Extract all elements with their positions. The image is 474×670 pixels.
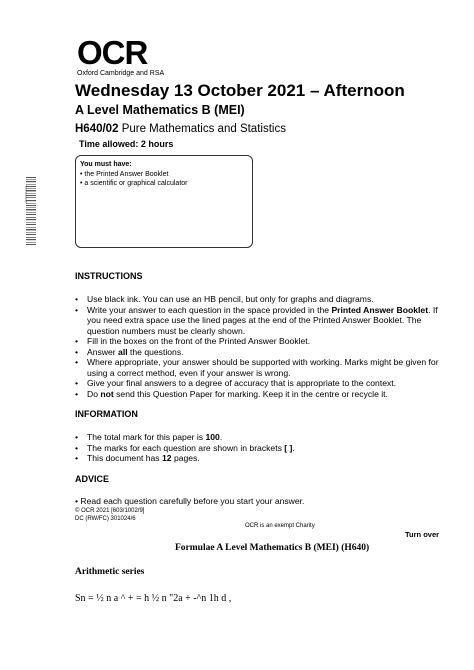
paper-code: H640/02 xyxy=(75,123,119,135)
paper-title: Pure Mathematics and Statistics xyxy=(121,123,286,135)
instruction-item: • Answer all the questions. xyxy=(75,346,184,357)
information-list xyxy=(75,432,445,464)
instruction-item: • Write your answer to each question in the space provided in the Printed Answer Booklet. If you need extra space use the lined pages at the end of the Printed Answer Booklet. The question numbers must be clearly shown. xyxy=(75,304,438,336)
barcode-text: *2374570438* xyxy=(24,185,28,205)
copyright: © OCR 2021 [603/1002/9] xyxy=(75,508,145,514)
must-have-item: • a scientific or graphical calculator xyxy=(80,180,188,187)
paper-line xyxy=(75,122,286,137)
information-item: • The marks for each question are shown in brackets [ ]. xyxy=(75,442,295,453)
advice-text: • Read each question carefully before you start your answer. xyxy=(75,496,305,506)
dc-code: DC (RW/FC) 301024/6 xyxy=(75,516,136,522)
advice-heading: ADVICE xyxy=(75,474,110,484)
instruction-item: • Fill in the boxes on the front of the Printed Answer Booklet. xyxy=(75,336,311,346)
logo-subtitle: Oxford Cambridge and RSA xyxy=(77,70,165,77)
ocr-logo: OCR xyxy=(77,34,148,71)
information-item: • The total mark for this paper is 100. xyxy=(75,432,223,442)
instruction-item: • Give your final answers to a degree of accuracy that is appropriate to the context. xyxy=(75,378,397,388)
formulae-title: Formulae A Level Mathematics B (MEI) (H640) xyxy=(175,543,370,553)
instruction-item: • Use black ink. You can use an HB pencil, but only for graphs and diagrams. xyxy=(75,294,374,304)
exam-subject: A Level Mathematics B (MEI) xyxy=(75,103,245,117)
exam-date: Wednesday 13 October 2021 – Afternoon xyxy=(75,81,405,100)
instruction-item: • Do not send this Question Paper for marking. Keep it in the centre or recycle it. xyxy=(75,388,388,399)
barcode-icon xyxy=(24,177,38,247)
turn-over: Turn over xyxy=(405,530,440,539)
time-allowed: Time allowed: 2 hours xyxy=(79,139,174,149)
information-heading: INFORMATION xyxy=(75,409,138,419)
instruction-item: • Where appropriate, your answer should be supported with working. Marks might be given for using a correct method, even if your answer is wrong. xyxy=(75,357,439,378)
must-have-title: You must have: xyxy=(80,161,132,168)
arithmetic-series-formula: Sn = ½ n a ^ + = h ½ n "2a + -^n 1h d , xyxy=(75,593,232,604)
charity-note: OCR is an exempt Charity xyxy=(245,523,315,529)
arithmetic-series-heading: Arithmetic series xyxy=(75,567,145,577)
information-item: • This document has 12 pages. xyxy=(75,453,200,463)
instructions-list xyxy=(75,294,445,399)
must-have-item: • the Printed Answer Booklet xyxy=(80,171,169,178)
instructions-heading: INSTRUCTIONS xyxy=(75,271,143,281)
